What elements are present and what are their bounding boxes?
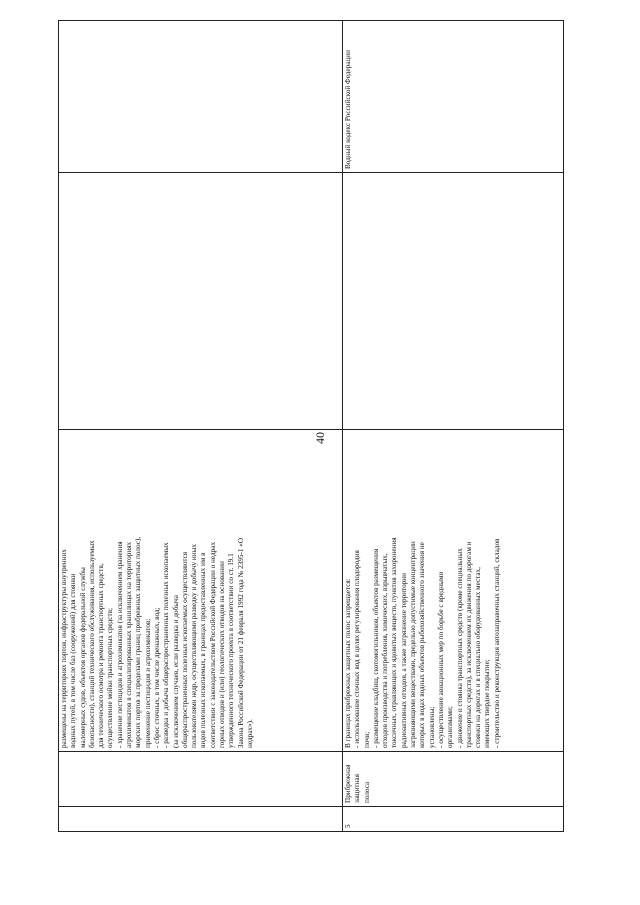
text-line: осуществление мойки транспортных средств; [106,607,115,748]
restrictions-cell [59,430,343,752]
text-line: пользователями недр, осуществляющими разведку и добычу иных [190,544,199,748]
regulation-table-frame [58,50,563,832]
table-row [59,21,343,832]
extra-cell [343,173,564,430]
text-line: видов полезных ископаемых, в границах предоставленных им в [199,552,208,748]
page-number: 40 [313,432,327,444]
text-line: утвержденного технического проекта в соответствии со ст. 19.1 [227,553,236,748]
text-line: которых в водах водных объектов рыбохозяйственного значения не [418,542,427,748]
text-line: соответствии с законодательством Российской Федерации о недрах [208,541,217,748]
source-cell [59,21,343,173]
text-line: - размещение кладбищ, скотомогильников, объектов размещения [371,548,380,748]
row-number-cell [59,807,343,832]
text-line: радиоактивных отходов, а также загрязнение территории [399,573,408,748]
text-line: - разведка и добыча общераспространенных полезных ископаемых [162,542,171,748]
row-number-cell: 5 [343,807,564,832]
text-line: (за исключением случаев, если разведка и добыча [171,595,180,748]
text-line: отходов производства и потребления, химических, взрывчатых, [381,553,390,748]
text-line: - осуществление авиационных мер по борьбе с вредными [436,571,445,748]
text-line: безопасности), станций технического обслуживания, используемых [87,540,96,748]
extra-cell [59,173,343,430]
regulation-table [58,20,564,832]
table-row [343,21,564,832]
text-line: агрохимикатов в специализированных хранилищах на территориях [125,541,134,748]
text-line: морских портов за пределами границ прибрежных защитных полос), [134,536,143,748]
text-line: транспортных средств), за исключением их движения по дорогам и [464,541,473,748]
text-line: загрязняющими веществами, предельно допустимые концентрации [409,541,418,748]
text-line: водных путей, в том числе баз (сооружений) для стоянки [69,573,78,748]
text-line: стоянки на дорогах и в специально оборудованных местах, [474,567,483,748]
text-line: - движение и стоянка транспортных средств (кроме специальных [455,548,464,748]
text-line: Закона Российской Федерации от 21 февраля 1992 года № 2395-1 «О [236,537,245,748]
text-line: горных отводов и (или) геологических отводов на основании [218,561,227,748]
source-cell: Водный кодекс Российской Федерации [343,21,564,173]
text-line: - использование сточных вод в целях регулирования плодородия [353,550,362,748]
text-line: токсичных, отравляющих и ядовитых веществ, пунктов захоронения [390,537,399,748]
text-line: недрах»). [245,719,254,748]
text-line: - хранение пестицидов и агрохимикатов (за исключением хранения [115,541,124,748]
text-line: почв; [362,731,371,748]
text-line: для технического осмотра и ремонта транспортных средств, [97,563,106,748]
text-line: маломерных судов, объектов органов федеральной службы [78,567,87,748]
zone-name-cell: Прибрежная защитная полоса [343,752,564,807]
text-line: размещены на территориях портов, инфраструктуры внутренних [60,549,68,748]
text-line: - строительство и реконструкция автозаправочных станций, складов [492,538,501,748]
text-line: установлены; [427,706,436,748]
text-line: - сброс сточных, в том числе дренажных, вод; [152,607,161,748]
restrictions-cell [343,430,564,752]
text-line: применение пестицидов и агрохимикатов; [143,618,152,748]
text-line: организмами; [446,706,455,748]
text-line: общераспространенных полезных ископаемых осуществляются [180,551,189,748]
text-line: В границах прибрежных защитных полос запрещается: [344,578,352,748]
zone-name-cell [59,752,343,807]
text-line: имеющих твердое покрытие; [483,659,492,748]
